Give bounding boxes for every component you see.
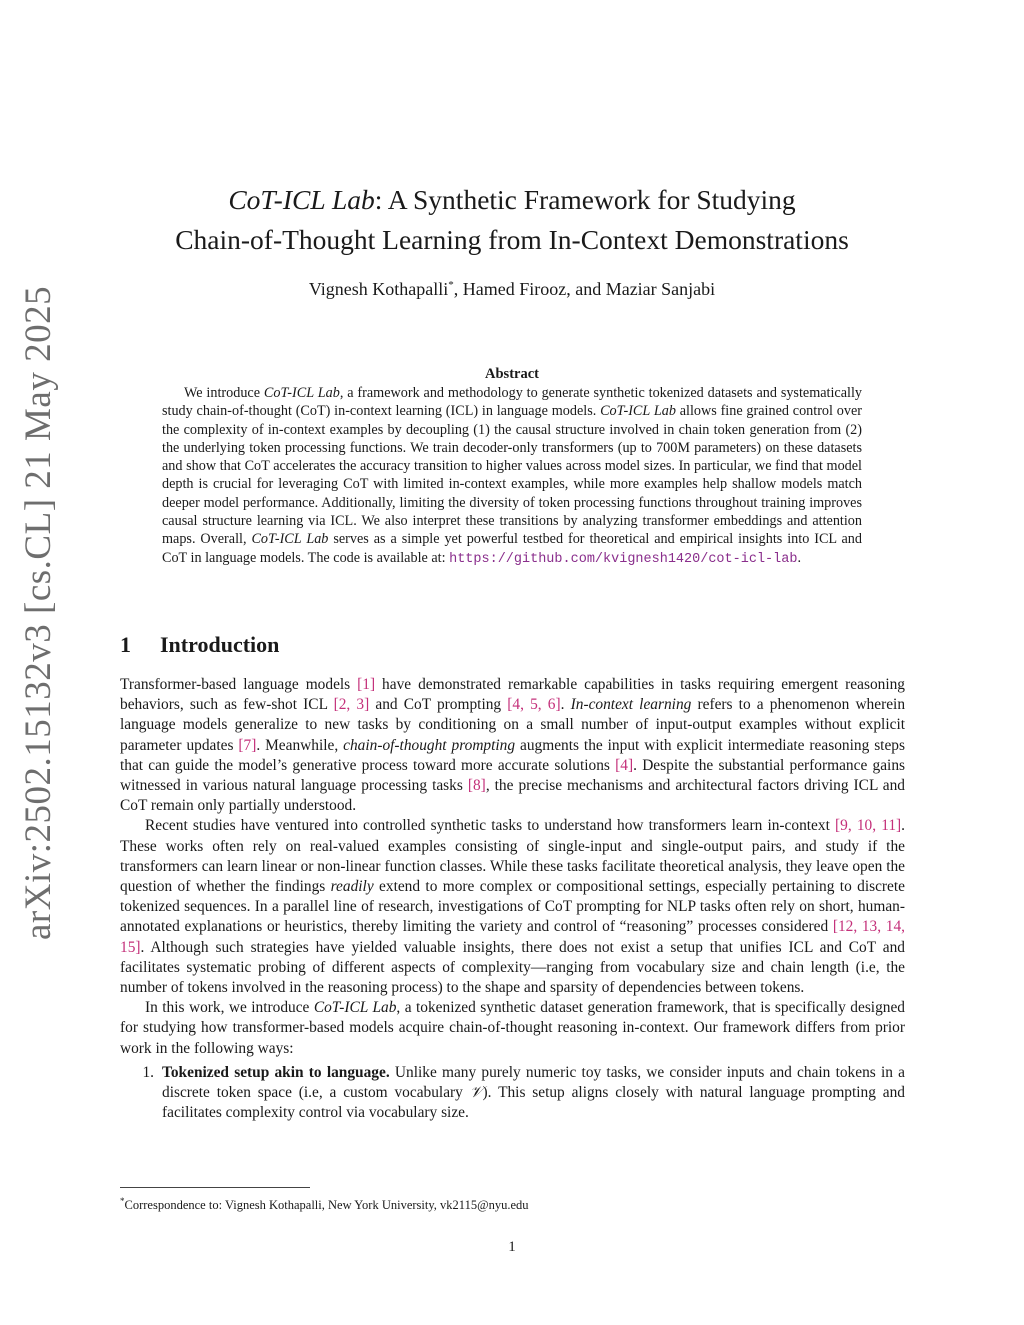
- citation-link[interactable]: [9, 10, 11]: [835, 817, 902, 835]
- abstract-text: serves as a simple yet powerful testbed for theoretical and empirical insights into ICL and CoT in language models. The code is available at:: [162, 531, 862, 566]
- section-title: Introduction: [160, 632, 280, 657]
- page-number: 1: [508, 1239, 516, 1255]
- citation-link[interactable]: [4, 5, 6]: [507, 696, 561, 714]
- footnote-rule: [120, 1187, 310, 1188]
- abstract-text: .: [797, 549, 801, 566]
- abstract-text: , a framework and methodology to generate synthetic tokenized datasets and systematically study chain-of-thought (CoT) in-context learning (ICL) in language models.: [162, 385, 862, 420]
- citation-link[interactable]: [8]: [467, 777, 486, 795]
- title-line1: : A Synthetic Framework for Studying: [374, 184, 796, 215]
- citation-link[interactable]: [7]: [238, 736, 257, 754]
- list-item: 1. Tokenized setup akin to language. Unlike many purely numeric toy tasks, we consider inputs and chain tokens in a discrete token space (i.e, a custom vocabulary 𝒱). This setup aligns closely with natural language prompting and facilitates complexity control via vocabulary size.: [120, 1063, 905, 1124]
- code-repo-link[interactable]: https://github.com/kvignesh1420/cot-icl-lab: [449, 551, 798, 567]
- section-heading-introduction: [120, 630, 904, 660]
- author-footnote-mark[interactable]: *: [448, 279, 454, 291]
- list-item-lead: Tokenized setup akin to language.: [162, 1063, 390, 1081]
- citation-link[interactable]: [12, 13, 14, 15]: [120, 918, 905, 956]
- abstract-body: [162, 384, 862, 569]
- introduction-body: [120, 675, 905, 1123]
- author-list: [120, 272, 904, 302]
- section-number: 1: [120, 632, 131, 657]
- abstract-framework-name: CoT-ICL Lab: [600, 403, 676, 420]
- footnote-text: Correspondence to: Vignesh Kothapalli, New York University, vk2115@nyu.edu: [124, 1198, 529, 1213]
- author-first: Vignesh Kothapalli: [308, 279, 449, 299]
- author-rest: , Hamed Firooz, and Maziar Sanjabi: [453, 279, 716, 299]
- citation-link[interactable]: [1]: [357, 676, 376, 693]
- abstract-text: allows fine grained control over the complexity of in-context examples by decoupling (1) the causal structure involved in chain token generation from (2) the underlying token processing functions. We train decoder-only transformers (up to 700M parameters) on these datasets and show that CoT accelerates the accuracy transition to higher values across model sizes. In particular, we find that model depth is crucial for leveraging CoT with limited in-context examples, while more examples help shallow models match deeper model performance. Additionally, limiting the diversity of token processing functions throughout training improves causal structure learning via ICL. We also interpret these transitions by analyzing transformer embeddings and attention maps. Overall,: [162, 403, 862, 548]
- citation-link[interactable]: [4]: [615, 756, 634, 774]
- footnote-mark: *: [120, 1196, 125, 1206]
- abstract-text: We introduce: [184, 385, 264, 401]
- paragraph-2: Recent studies have ventured into controlled synthetic tasks to understand how transformers learn in-context [9, 10, 11]. These works often rely on real-valued examples consisting of single-input and single-output pairs, and study if the transformers can learn linear or non-linear function classes. While these tasks facilitate theoretical analysis, they leave open the question of whether the findings readily extend to more complex or compositional settings, especially pertaining to discrete tokenized sequences. In a parallel line of research, investigations of CoT prompting for NLP tasks often rely on short, human-annotated explanations or heuristics, thereby limiting the variety and control of “reasoning” processes considered [12, 13, 14, 15]. Although such strategies have yielded valuable insights, there does not exist a setup that unifies ICL and CoT and facilitates systematic probing of different aspects of complexity—ranging from vocabulary size and chain length (i.e, the number of tokens involved in the reasoning process) to the shape and sparsity of dependencies between tokens.: [120, 817, 906, 997]
- title-framework-name: CoT-ICL Lab: [228, 184, 375, 215]
- citation-link[interactable]: [2, 3]: [333, 696, 370, 714]
- paragraph-1: Transformer-based language models [1] have demonstrated remarkable capabilities in tasks requiring emergent reasoning behaviors, such as few-shot ICL [2, 3] and CoT prompting [4, 5, 6]. In-context learning refers to a phenomenon wherein language models generalize to new tasks by conditioning on a small number of input-output examples without explicit parameter updates [7]. Meanwhile, chain-of-thought prompting augments the input with explicit intermediate reasoning steps that can guide the model’s generative process toward more accurate solutions [4]. Despite the substantial performance gains witnessed in various natural language processing tasks [8], the precise mechanisms and architectural factors driving ICL and CoT remain only partially understood.: [120, 676, 906, 815]
- abstract-framework-name: CoT-ICL Lab: [263, 385, 340, 401]
- vocabulary-symbol: 𝒱: [469, 1084, 483, 1102]
- abstract-framework-name: CoT-ICL Lab: [251, 531, 329, 548]
- footnote: [120, 1193, 905, 1213]
- abstract-heading: Abstract: [485, 366, 539, 382]
- list-marker: 1.: [142, 1063, 154, 1081]
- paragraph-3: In this work, we introduce CoT-ICL Lab, a tokenized synthetic dataset generation framework, that is specifically designed for studying how transformer-based models acquire chain-of-thought reasoning in-context. Our framework differs from prior work in the following ways:: [120, 999, 905, 1057]
- title-line2: Chain-of-Thought Learning from In-Context Demonstrations: [175, 224, 849, 255]
- arxiv-stamp: arXiv:2502.15132v3 [cs.CL] 21 May 2025: [18, 285, 59, 940]
- paper-title: [120, 180, 904, 260]
